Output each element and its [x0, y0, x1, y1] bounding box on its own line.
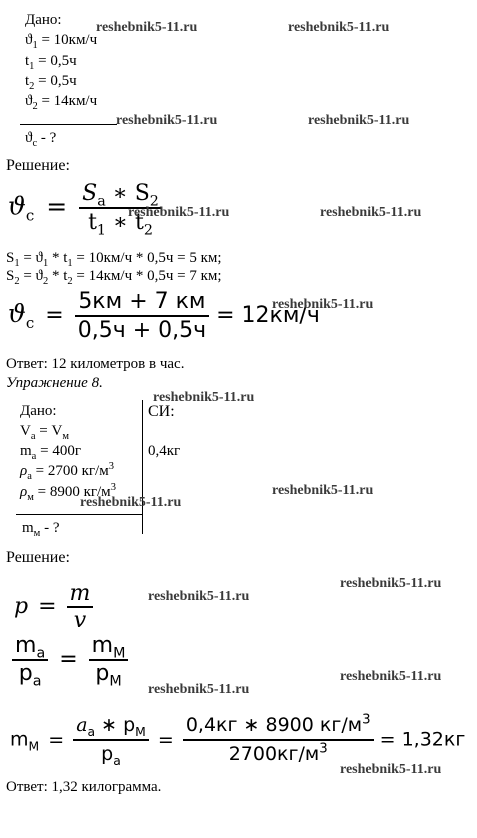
- si-title: СИ:: [148, 403, 175, 420]
- given-t1: $t_1 = 0,5ч$: [25, 53, 77, 72]
- formula-proportion: $\frac{m_a}{p_a}$ = $\frac{m_M}{p_M}$: [12, 633, 128, 687]
- si-ma: 0,4кг: [148, 443, 181, 459]
- watermark: reshebnik5-11.ru: [148, 682, 250, 697]
- find-mm: $m_м$ - ?: [22, 520, 60, 539]
- proportion-left: $\frac{m_a}{p_a}$: [12, 633, 48, 687]
- watermark: reshebnik5-11.ru: [320, 205, 422, 220]
- find-vc: $ϑ_с$ - ?: [25, 130, 57, 149]
- given-rho-m: $\rho_м = 8900$ $кг/м^3$: [20, 482, 116, 503]
- watermark: reshebnik5-11.ru: [153, 390, 255, 405]
- watermark: reshebnik5-11.ru: [128, 205, 230, 220]
- given-ma: $m_а = 400г$: [20, 443, 81, 462]
- formula-density: p = $\frac{m}{v}$: [14, 581, 93, 633]
- given-va-vm: $V_а = V_м$: [20, 423, 69, 442]
- given-title: Дано:: [20, 403, 57, 419]
- watermark: reshebnik5-11.ru: [340, 762, 442, 777]
- final-fraction-2: $\frac{0,4кг ∗ 8900 кг/м^3}{2700кг/м^3}$: [183, 712, 374, 768]
- given-divider: [16, 514, 142, 515]
- watermark: reshebnik5-11.ru: [80, 495, 182, 510]
- s1-calculation: $S_1 = ϑ_1 * t_1 = 10км/ч * 0,5ч = 5$ км;: [6, 250, 222, 269]
- watermark: reshebnik5-11.ru: [272, 483, 374, 498]
- density-fraction: $\frac{m}{v}$: [67, 581, 94, 633]
- solution-label-ex7: Решение:: [6, 157, 70, 174]
- solution-label-ex8: Решение:: [6, 549, 70, 566]
- answer-ex7: Ответ: 12 километров в час.: [6, 356, 185, 372]
- watermark: reshebnik5-11.ru: [116, 113, 218, 128]
- given-t2: $t_2 = 0,5ч$: [25, 73, 77, 92]
- watermark: reshebnik5-11.ru: [148, 589, 250, 604]
- formula-final: $m_M$ = $\frac{a_a ∗ p_M}{p_a}$ = $\frac{0,4кг ∗ 8900 кг/м^3}{2700кг/м^3}$ = 1,32кг: [10, 712, 466, 768]
- s2-calculation: $S_2 = ϑ_2 * t_2 = 14км/ч * 0,5ч = 7$ км;: [6, 268, 222, 287]
- formula-vc-result: $ϑ_c$ = $\frac{5км + 7 км}{0,5ч + 0,5ч}$ = 12км/ч: [8, 289, 320, 343]
- watermark: reshebnik5-11.ru: [288, 20, 390, 35]
- answer-ex8: Ответ: 1,32 килограмма.: [6, 779, 162, 795]
- given-rho-a: $\rho_а = 2700$ $кг/м^3$: [20, 461, 114, 482]
- proportion-right: $\frac{m_M}{p_M}$: [89, 633, 129, 687]
- watermark: reshebnik5-11.ru: [96, 20, 198, 35]
- watermark: reshebnik5-11.ru: [308, 113, 410, 128]
- formula-vc-definition: $ϑ_c$ = $\frac{S_a ∗ S_2}{t_1 ∗ t_2}$: [8, 180, 162, 236]
- given-v2: $ϑ_2 = 14км/ч$: [25, 93, 98, 112]
- given-v1: $ϑ_1 = 10км/ч$: [25, 32, 98, 51]
- watermark: reshebnik5-11.ru: [340, 669, 442, 684]
- given-title: Дано:: [25, 12, 62, 28]
- given-divider: [20, 124, 117, 125]
- final-fraction-1: $\frac{a_a ∗ p_M}{p_a}$: [73, 712, 149, 768]
- si-divider: [142, 400, 143, 534]
- formula-fraction: $\frac{S_a ∗ S_2}{t_1 ∗ t_2}$: [79, 180, 162, 236]
- result-fraction: $\frac{5км + 7 км}{0,5ч + 0,5ч}$: [75, 288, 209, 344]
- watermark: reshebnik5-11.ru: [272, 297, 374, 312]
- watermark: reshebnik5-11.ru: [340, 576, 442, 591]
- exercise-8-heading: Упражнение 8.: [6, 375, 103, 391]
